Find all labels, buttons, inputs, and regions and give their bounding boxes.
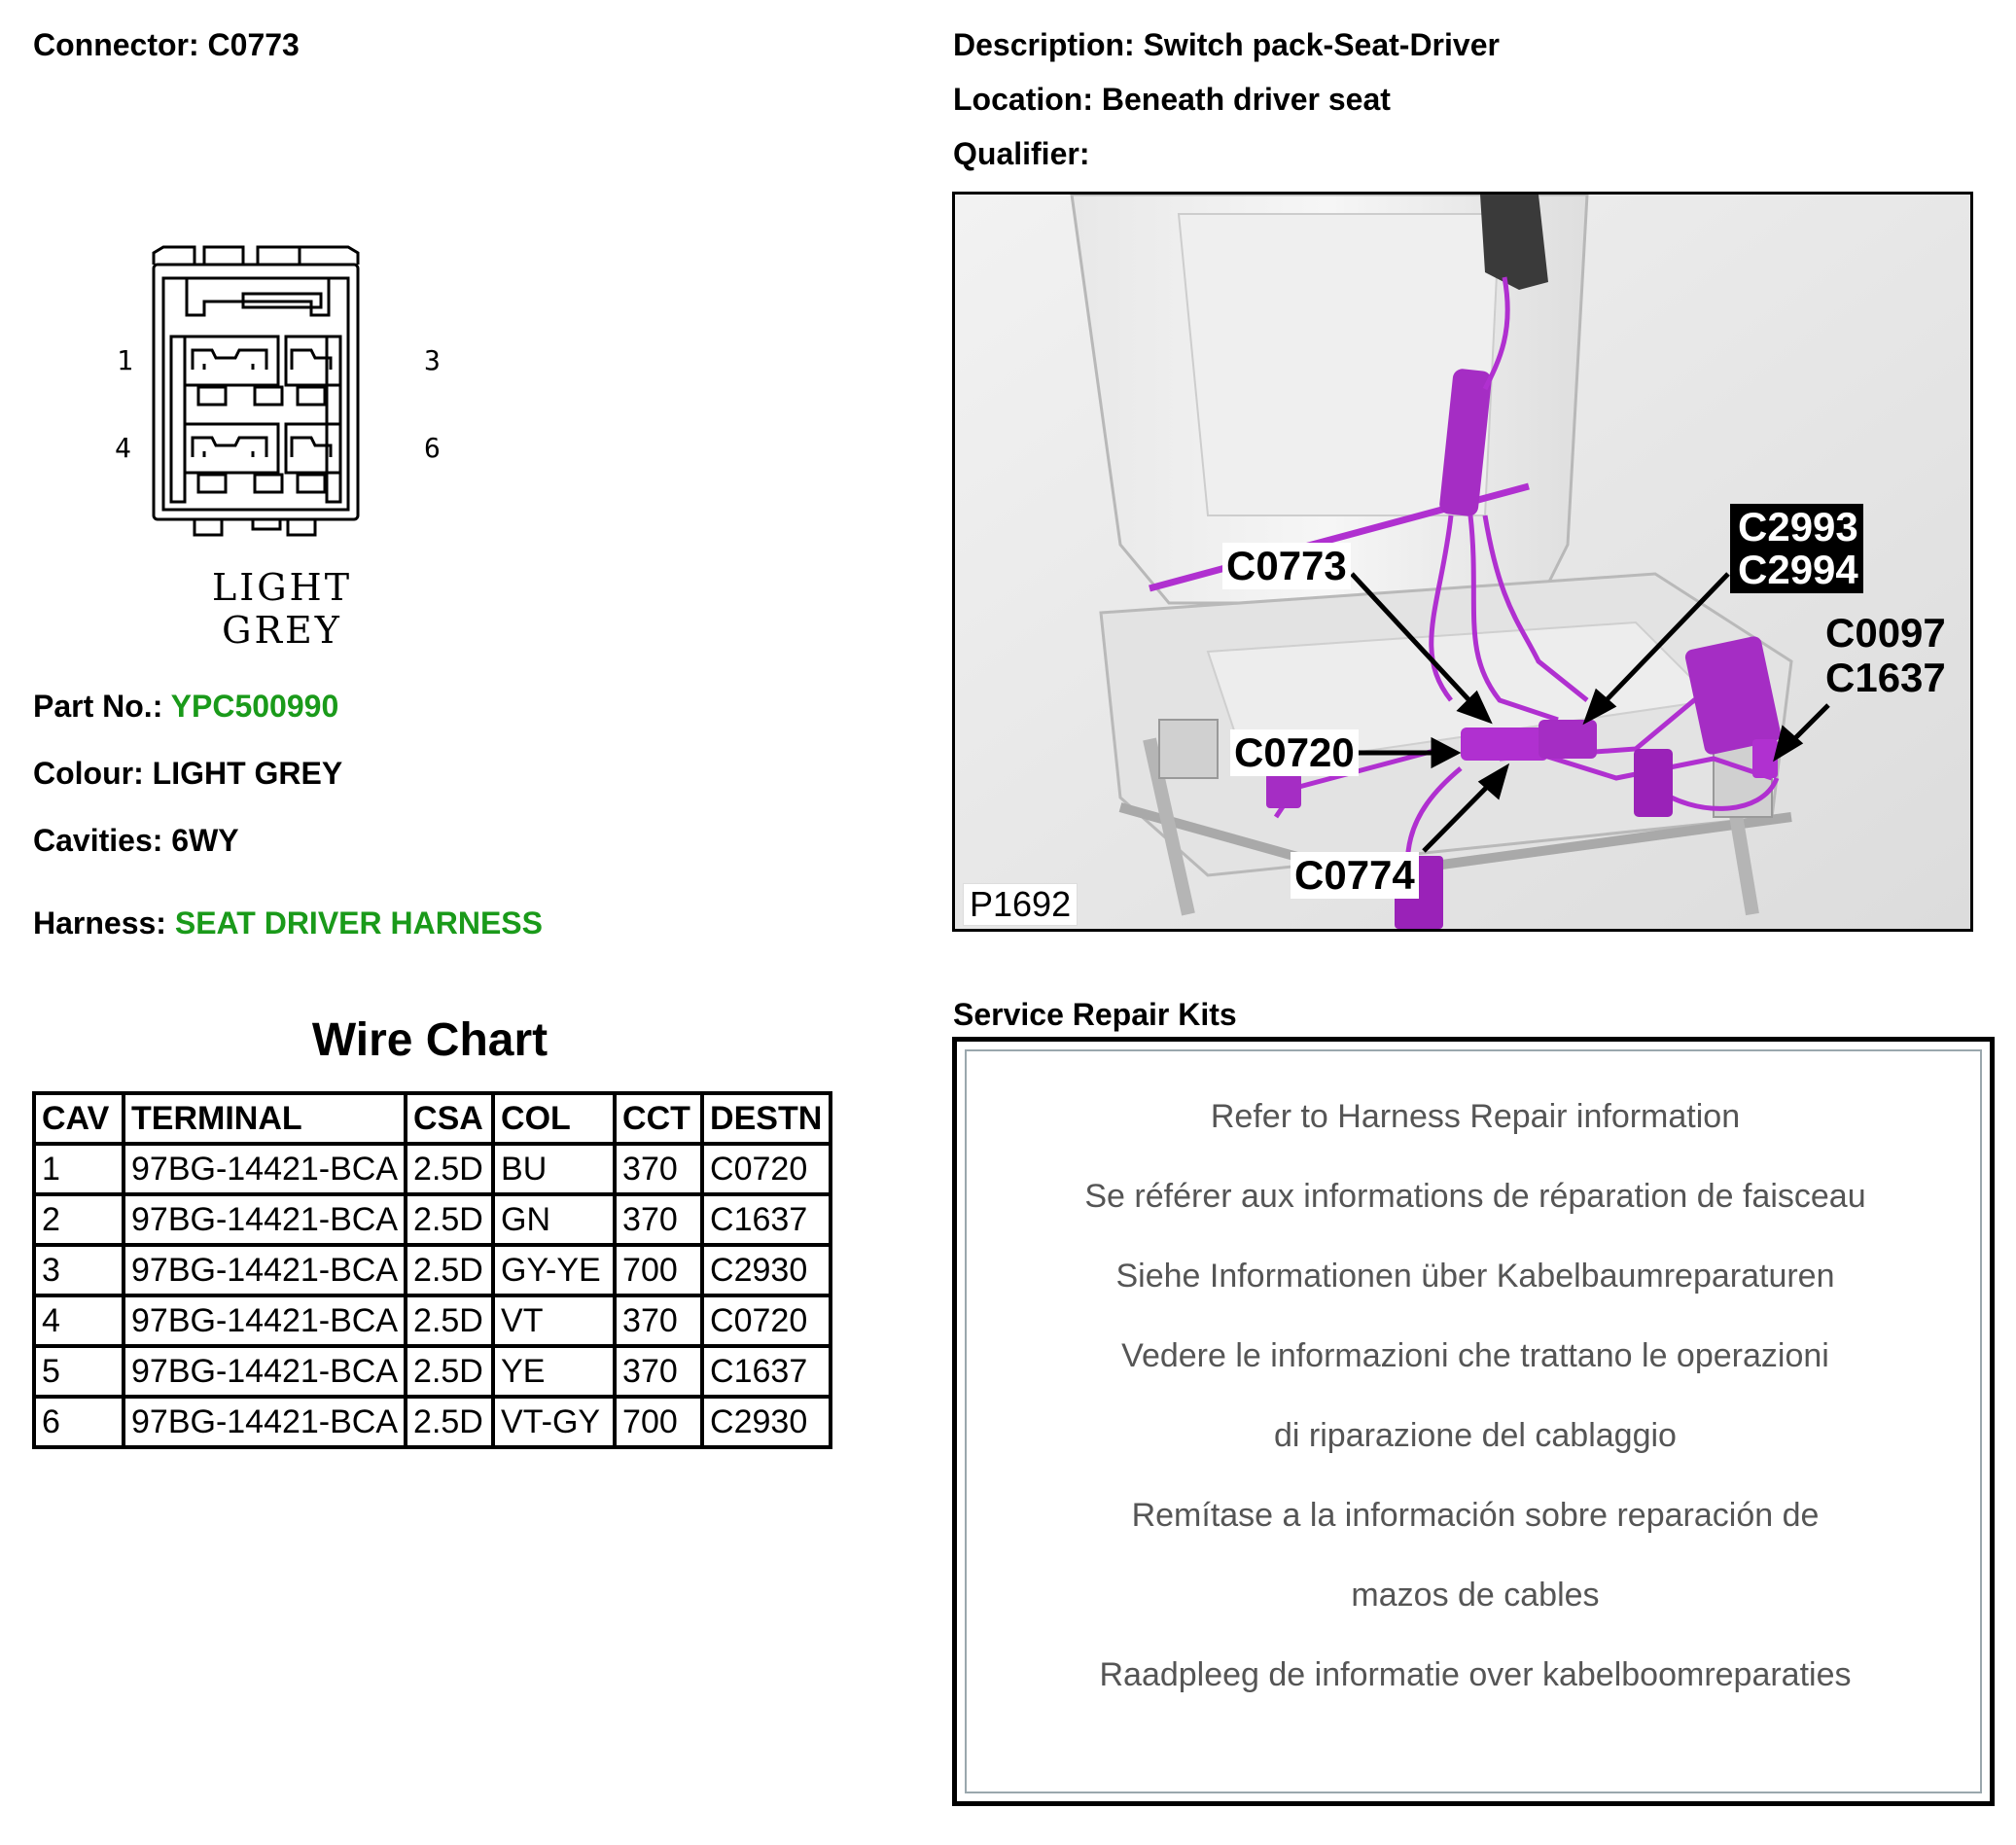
table-row xyxy=(34,1245,831,1295)
colour-line xyxy=(33,756,342,792)
cell-cav: 3 xyxy=(34,1245,124,1295)
part-no-line xyxy=(33,689,338,725)
cell-col: VT-GY xyxy=(493,1397,615,1447)
connector-colour-caption: LIGHT GREY xyxy=(211,566,353,652)
cell-destn: C0720 xyxy=(702,1144,831,1194)
cell-cct: 370 xyxy=(615,1144,702,1194)
table-row xyxy=(34,1295,831,1346)
callout-c1637: C1637 xyxy=(1825,655,1946,700)
header-terminal: TERMINAL xyxy=(124,1093,406,1144)
wire-chart xyxy=(32,1091,832,1449)
callout-c2993: C2993 xyxy=(1738,504,1858,550)
header-csa: CSA xyxy=(406,1093,493,1144)
description-value: Switch pack-Seat-Driver xyxy=(1143,27,1500,62)
part-no-value[interactable]: YPC500990 xyxy=(170,689,339,724)
connector-outline xyxy=(107,243,467,554)
connector-face-diagram xyxy=(107,243,467,652)
kit-line-it-2: di riparazione del cablaggio xyxy=(1274,1417,1677,1454)
cell-col: GY-YE xyxy=(493,1245,615,1295)
callout-c2994: C2994 xyxy=(1738,547,1858,592)
cavities-line xyxy=(33,823,239,859)
cell-cav: 5 xyxy=(34,1346,124,1397)
c0720-connector-body xyxy=(1461,727,1548,761)
pin-label-4: 4 xyxy=(115,432,131,464)
kit-line-es-2: mazos de cables xyxy=(1351,1577,1600,1614)
table-row xyxy=(34,1194,831,1245)
table-row xyxy=(34,1397,831,1447)
cell-cav: 6 xyxy=(34,1397,124,1447)
service-repair-kits-panel xyxy=(952,1037,1995,1806)
cell-cct: 700 xyxy=(615,1245,702,1295)
cell-cct: 370 xyxy=(615,1295,702,1346)
location-label: Location: xyxy=(953,82,1093,117)
colour-label: Colour: xyxy=(33,756,144,791)
harness-line xyxy=(33,905,543,941)
callout-c0720: C0720 xyxy=(1230,729,1359,776)
description-line xyxy=(953,27,1500,63)
cell-terminal: 97BG-14421-BCA xyxy=(124,1194,406,1245)
qualifier-label: Qualifier: xyxy=(953,136,1090,171)
kit-line-es-1: Remítase a la información sobre reparación de xyxy=(1131,1497,1820,1534)
cell-col: BU xyxy=(493,1144,615,1194)
cell-destn: C1637 xyxy=(702,1346,831,1397)
cell-cav: 1 xyxy=(34,1144,124,1194)
connector-id: C0773 xyxy=(207,27,300,62)
location-image xyxy=(952,192,1973,932)
pin-label-3: 3 xyxy=(424,344,441,376)
cell-cct: 370 xyxy=(615,1346,702,1397)
qualifier-line xyxy=(953,136,1089,172)
callout-c0097: C0097 xyxy=(1825,610,1946,656)
cell-csa: 2.5D xyxy=(406,1295,493,1346)
callout-c0774: C0774 xyxy=(1291,852,1419,899)
cell-csa: 2.5D xyxy=(406,1245,493,1295)
harness-label: Harness: xyxy=(33,905,166,940)
connector-heading xyxy=(33,27,300,63)
cell-destn: C2930 xyxy=(702,1397,831,1447)
harness-value[interactable]: SEAT DRIVER HARNESS xyxy=(174,905,543,940)
kit-line-en: Refer to Harness Repair information xyxy=(1210,1098,1741,1135)
cell-terminal: 97BG-14421-BCA xyxy=(124,1144,406,1194)
cell-cct: 700 xyxy=(615,1397,702,1447)
cavities-value: 6WY xyxy=(171,823,239,858)
cell-csa: 2.5D xyxy=(406,1346,493,1397)
cell-terminal: 97BG-14421-BCA xyxy=(124,1346,406,1397)
cell-cav: 4 xyxy=(34,1295,124,1346)
connector-label: Connector: xyxy=(33,27,199,62)
cell-destn: C1637 xyxy=(702,1194,831,1245)
service-repair-kits-inner xyxy=(965,1049,1982,1793)
wire-chart-header-row xyxy=(34,1093,831,1144)
cell-cav: 2 xyxy=(34,1194,124,1245)
kit-line-fr: Se référer aux informations de réparation de faisceau xyxy=(1084,1178,1866,1215)
location-line xyxy=(953,82,1391,118)
kit-line-de: Siehe Informationen über Kabelbaumreparaturen xyxy=(1115,1258,1835,1295)
part-no-label: Part No.: xyxy=(33,689,163,724)
cell-csa: 2.5D xyxy=(406,1194,493,1245)
cell-csa: 2.5D xyxy=(406,1144,493,1194)
cell-terminal: 97BG-14421-BCA xyxy=(124,1397,406,1447)
cell-cct: 370 xyxy=(615,1194,702,1245)
table-row xyxy=(34,1346,831,1397)
image-ref-label: P1692 xyxy=(963,883,1078,926)
location-value: Beneath driver seat xyxy=(1101,82,1391,117)
kit-line-nl: Raadpleeg de informatie over kabelboomreparaties xyxy=(1099,1656,1852,1693)
callout-c0773: C0773 xyxy=(1222,543,1351,589)
header-col: COL xyxy=(493,1093,615,1144)
cell-destn: C2930 xyxy=(702,1245,831,1295)
pin-label-1: 1 xyxy=(117,344,133,376)
cell-csa: 2.5D xyxy=(406,1397,493,1447)
pin-label-6: 6 xyxy=(424,432,441,464)
kit-line-it-1: Vedere le informazioni che trattano le operazioni xyxy=(1121,1337,1829,1374)
header-cct: CCT xyxy=(615,1093,702,1144)
cell-destn: C0720 xyxy=(702,1295,831,1346)
cell-terminal: 97BG-14421-BCA xyxy=(124,1245,406,1295)
cavities-label: Cavities: xyxy=(33,823,163,858)
cell-col: VT xyxy=(493,1295,615,1346)
table-row xyxy=(34,1144,831,1194)
wire-chart-title: Wire Chart xyxy=(311,1014,548,1066)
header-destn: DESTN xyxy=(702,1093,831,1144)
colour-value: LIGHT GREY xyxy=(152,756,343,791)
cell-col: GN xyxy=(493,1194,615,1245)
cell-col: YE xyxy=(493,1346,615,1397)
service-repair-kits-title: Service Repair Kits xyxy=(953,997,1237,1032)
header-cav: CAV xyxy=(34,1093,124,1144)
wire-chart-table xyxy=(32,1091,832,1449)
description-label: Description: xyxy=(953,27,1135,62)
cell-terminal: 97BG-14421-BCA xyxy=(124,1295,406,1346)
